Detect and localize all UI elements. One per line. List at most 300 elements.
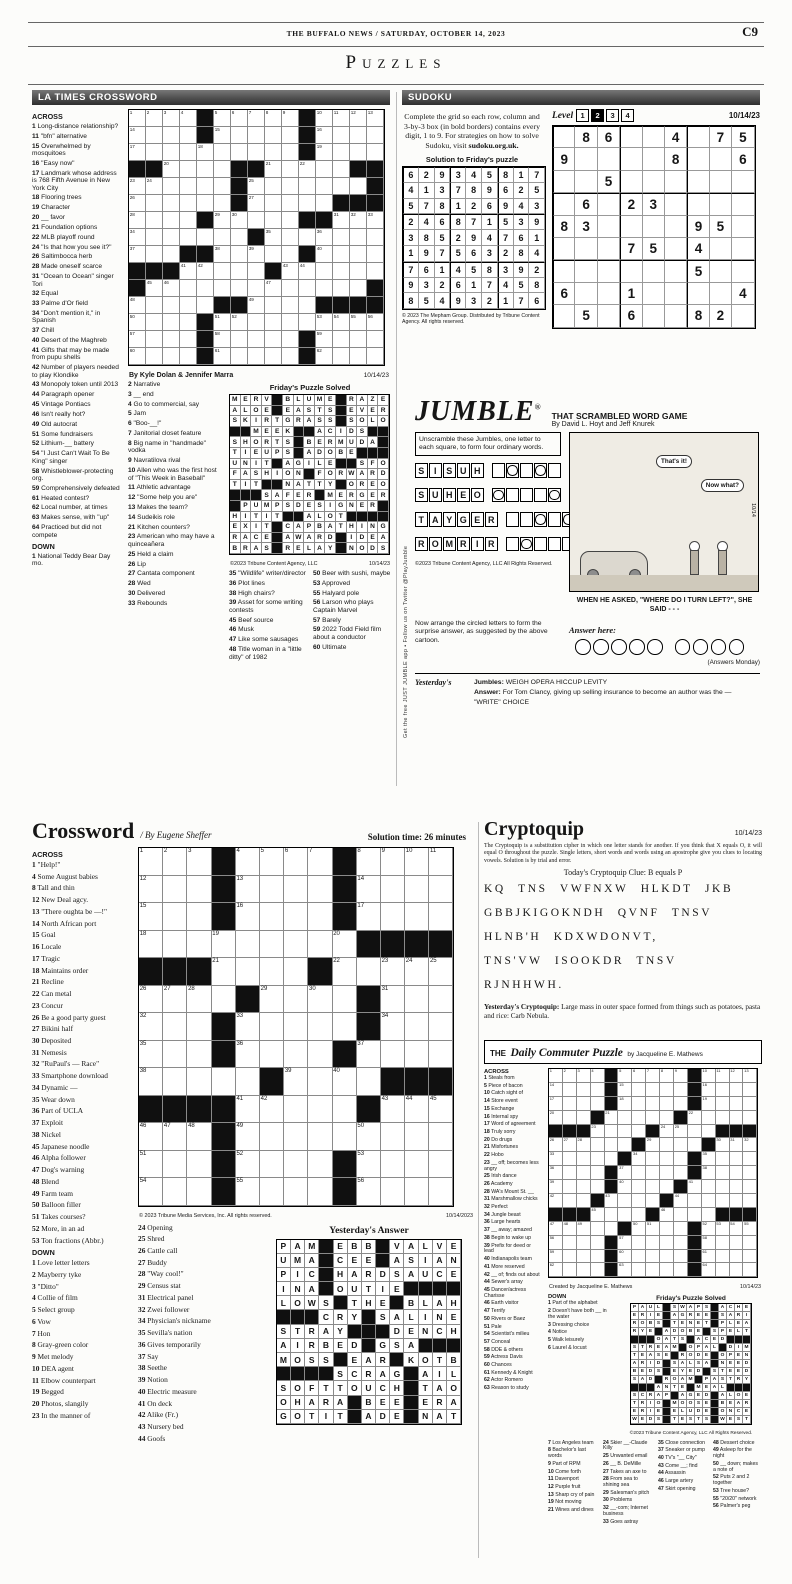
grid-cell[interactable]: 15 [618, 1083, 632, 1097]
grid-cell[interactable]: L [727, 1320, 735, 1328]
grid-cell[interactable]: 17 [129, 144, 146, 161]
grid-cell[interactable]: 31 [333, 212, 350, 229]
grid-cell[interactable]: 30 [231, 212, 248, 229]
grid-cell[interactable] [308, 1123, 332, 1151]
grid-cell[interactable]: I [647, 1400, 655, 1408]
grid-cell[interactable]: E [703, 1408, 711, 1416]
grid-cell[interactable] [308, 876, 332, 904]
grid-cell[interactable] [265, 314, 282, 331]
grid-cell[interactable] [618, 1208, 632, 1222]
grid-cell[interactable] [632, 1180, 646, 1194]
grid-cell[interactable] [197, 297, 214, 314]
grid-cell[interactable]: D [357, 533, 368, 544]
grid-cell[interactable]: 53 [716, 1222, 730, 1236]
grid-cell[interactable]: B [336, 448, 347, 459]
grid-cell[interactable]: 17 [549, 1097, 563, 1111]
grid-cell[interactable] [265, 297, 282, 314]
grid-cell[interactable]: N [447, 1254, 461, 1268]
grid-cell[interactable]: 13 [367, 110, 384, 127]
grid-cell[interactable]: I [347, 533, 358, 544]
grid-cell[interactable]: H [347, 522, 358, 533]
grid-cell[interactable] [163, 1041, 187, 1069]
grid-cell[interactable]: 1 [549, 1069, 563, 1083]
grid-cell[interactable]: A [304, 512, 315, 523]
grid-cell[interactable] [605, 1125, 619, 1139]
grid-cell[interactable] [577, 1166, 591, 1180]
grid-cell[interactable]: A [631, 1360, 639, 1368]
grid-cell[interactable] [646, 1111, 660, 1125]
grid-cell[interactable]: C [727, 1304, 735, 1312]
grid-cell[interactable]: L [679, 1408, 687, 1416]
grid-cell[interactable]: R [357, 480, 368, 491]
grid-cell[interactable]: H [230, 512, 241, 523]
grid-cell[interactable]: 12 [730, 1069, 744, 1083]
grid-cell[interactable]: U [304, 395, 315, 406]
grid-cell[interactable] [163, 314, 180, 331]
grid-cell[interactable]: M [671, 1400, 679, 1408]
grid-cell[interactable]: 61 [702, 1250, 716, 1264]
grid-cell[interactable]: O [357, 416, 368, 427]
grid-cell[interactable]: 33 [236, 1013, 260, 1041]
answer-circle[interactable] [593, 639, 609, 655]
grid-cell[interactable]: I [251, 522, 262, 533]
grid-cell[interactable]: A [362, 1410, 376, 1424]
grid-cell[interactable]: 31 [730, 1138, 744, 1152]
grid-cell[interactable] [146, 246, 163, 263]
grid-cell[interactable]: R [639, 1312, 647, 1320]
grid-cell[interactable]: C [376, 1381, 390, 1395]
sudoku-cell[interactable] [665, 283, 687, 305]
grid-cell[interactable] [308, 1068, 332, 1096]
grid-cell[interactable]: M [336, 437, 347, 448]
grid-cell[interactable]: G [283, 416, 294, 427]
grid-cell[interactable]: A [315, 427, 326, 438]
grid-cell[interactable]: A [305, 1254, 319, 1268]
grid-cell[interactable]: I [376, 1282, 390, 1296]
grid-cell[interactable]: E [695, 1392, 703, 1400]
grid-cell[interactable] [163, 127, 180, 144]
grid-cell[interactable] [260, 1041, 284, 1069]
grid-cell[interactable]: A [294, 406, 305, 417]
grid-cell[interactable] [563, 1097, 577, 1111]
grid-cell[interactable]: E [639, 1416, 647, 1424]
grid-cell[interactable] [618, 1194, 632, 1208]
grid-cell[interactable]: 41 [236, 1096, 260, 1124]
grid-cell[interactable]: 47 [163, 1123, 187, 1151]
grid-cell[interactable]: E [251, 448, 262, 459]
grid-cell[interactable]: A [663, 1344, 671, 1352]
grid-cell[interactable] [716, 1250, 730, 1264]
grid-cell[interactable]: 21 [265, 161, 282, 178]
grid-cell[interactable]: 47 [549, 1222, 563, 1236]
grid-cell[interactable]: I [241, 448, 252, 459]
grid-cell[interactable]: I [304, 459, 315, 470]
grid-cell[interactable] [563, 1194, 577, 1208]
grid-cell[interactable]: T [272, 512, 283, 523]
grid-cell[interactable]: E [390, 1396, 404, 1410]
sudoku-cell[interactable] [620, 260, 642, 282]
grid-cell[interactable]: N [241, 459, 252, 470]
grid-cell[interactable]: E [272, 427, 283, 438]
grid-cell[interactable] [591, 1152, 605, 1166]
grid-cell[interactable] [716, 1194, 730, 1208]
grid-cell[interactable]: 6 [284, 848, 308, 876]
grid-cell[interactable]: I [735, 1344, 743, 1352]
grid-cell[interactable]: 49 [236, 1123, 260, 1151]
grid-cell[interactable]: E [647, 1328, 655, 1336]
grid-cell[interactable] [646, 1236, 660, 1250]
grid-cell[interactable] [180, 161, 197, 178]
grid-cell[interactable]: S [687, 1416, 695, 1424]
grid-cell[interactable]: S [305, 1353, 319, 1367]
grid-cell[interactable] [367, 263, 384, 280]
grid-cell[interactable]: E [230, 522, 241, 533]
grid-cell[interactable]: E [695, 1320, 703, 1328]
grid-cell[interactable]: S [695, 1360, 703, 1368]
grid-cell[interactable]: T [315, 406, 326, 417]
grid-cell[interactable] [674, 1083, 688, 1097]
grid-cell[interactable]: N [743, 1352, 751, 1360]
grid-cell[interactable]: 38 [702, 1166, 716, 1180]
grid-cell[interactable]: 58 [702, 1236, 716, 1250]
grid-cell[interactable]: 32 [139, 1013, 163, 1041]
grid-cell[interactable] [163, 178, 180, 195]
grid-cell[interactable]: 48 [187, 1123, 211, 1151]
grid-cell[interactable]: T [272, 437, 283, 448]
grid-cell[interactable] [591, 1166, 605, 1180]
grid-cell[interactable]: L [419, 1296, 433, 1310]
grid-cell[interactable]: A [711, 1376, 719, 1384]
grid-cell[interactable]: 54 [333, 314, 350, 331]
grid-cell[interactable]: 3 [163, 110, 180, 127]
grid-cell[interactable]: Y [334, 1325, 348, 1339]
grid-cell[interactable] [632, 1236, 646, 1250]
grid-cell[interactable] [163, 903, 187, 931]
grid-cell[interactable]: E [347, 406, 358, 417]
grid-cell[interactable]: R [743, 1400, 751, 1408]
grid-cell[interactable]: 18 [618, 1097, 632, 1111]
grid-cell[interactable]: X [241, 522, 252, 533]
grid-cell[interactable]: R [347, 395, 358, 406]
grid-cell[interactable]: P [727, 1352, 735, 1360]
grid-cell[interactable] [282, 331, 299, 348]
sudoku-cell[interactable] [575, 148, 597, 170]
grid-cell[interactable]: G [687, 1392, 695, 1400]
answer-circle[interactable] [675, 639, 691, 655]
grid-cell[interactable]: R [647, 1392, 655, 1400]
grid-cell[interactable]: D [347, 427, 358, 438]
grid-cell[interactable]: D [695, 1368, 703, 1376]
grid-cell[interactable]: 37 [618, 1166, 632, 1180]
grid-cell[interactable]: 16 [236, 903, 260, 931]
jumble-answer-box[interactable] [492, 463, 505, 478]
grid-cell[interactable] [743, 1180, 757, 1194]
grid-cell[interactable] [730, 1166, 744, 1180]
sudoku-cell[interactable] [620, 171, 642, 193]
grid-cell[interactable]: O [277, 1396, 291, 1410]
grid-cell[interactable]: I [419, 1310, 433, 1324]
grid-cell[interactable]: D [378, 469, 389, 480]
grid-cell[interactable]: S [655, 1416, 663, 1424]
grid-cell[interactable]: Y [348, 1310, 362, 1324]
grid-cell[interactable] [646, 1166, 660, 1180]
grid-cell[interactable]: A [305, 1282, 319, 1296]
sudoku-cell[interactable] [620, 126, 642, 148]
grid-cell[interactable] [260, 931, 284, 959]
grid-cell[interactable] [646, 1263, 660, 1277]
grid-cell[interactable]: B [647, 1320, 655, 1328]
grid-cell[interactable]: S [679, 1336, 687, 1344]
grid-cell[interactable]: 55 [350, 314, 367, 331]
grid-cell[interactable]: T [703, 1320, 711, 1328]
grid-cell[interactable]: 4 [591, 1069, 605, 1083]
grid-cell[interactable]: A [283, 533, 294, 544]
grid-cell[interactable]: L [315, 459, 326, 470]
grid-cell[interactable] [231, 331, 248, 348]
grid-cell[interactable]: R [262, 437, 273, 448]
grid-cell[interactable]: E [631, 1312, 639, 1320]
grid-cell[interactable]: D [390, 1325, 404, 1339]
grid-cell[interactable] [308, 1013, 332, 1041]
grid-cell[interactable]: R [735, 1312, 743, 1320]
grid-cell[interactable]: I [743, 1312, 751, 1320]
grid-cell[interactable]: R [305, 1325, 319, 1339]
grid-cell[interactable]: A [294, 480, 305, 491]
grid-cell[interactable]: T [743, 1328, 751, 1336]
grid-cell[interactable]: L [294, 395, 305, 406]
grid-cell[interactable]: 9 [282, 110, 299, 127]
grid-cell[interactable] [405, 876, 429, 904]
jumble-answer-box[interactable] [534, 537, 547, 552]
grid-cell[interactable] [632, 1263, 646, 1277]
grid-cell[interactable]: E [639, 1352, 647, 1360]
sudoku-cell[interactable] [598, 193, 620, 215]
grid-cell[interactable] [357, 958, 381, 986]
grid-cell[interactable]: 43 [381, 1096, 405, 1124]
grid-cell[interactable] [231, 246, 248, 263]
grid-cell[interactable]: N [433, 1310, 447, 1324]
grid-cell[interactable]: E [304, 501, 315, 512]
grid-cell[interactable]: E [695, 1328, 703, 1336]
grid-cell[interactable] [367, 127, 384, 144]
grid-cell[interactable] [333, 986, 357, 1014]
grid-cell[interactable]: 23 [381, 958, 405, 986]
grid-cell[interactable]: W [294, 533, 305, 544]
grid-cell[interactable] [429, 1041, 453, 1069]
grid-cell[interactable]: E [703, 1352, 711, 1360]
grid-cell[interactable]: 12 [350, 110, 367, 127]
grid-cell[interactable] [163, 144, 180, 161]
grid-cell[interactable]: 16 [702, 1083, 716, 1097]
grid-cell[interactable]: 4 [180, 110, 197, 127]
grid-cell[interactable] [618, 1138, 632, 1152]
grid-cell[interactable]: D [357, 437, 368, 448]
grid-cell[interactable]: E [294, 543, 305, 554]
grid-cell[interactable]: 52 [702, 1222, 716, 1236]
grid-cell[interactable]: 8 [265, 110, 282, 127]
sudoku-cell[interactable] [643, 216, 665, 238]
grid-cell[interactable]: C [348, 1367, 362, 1381]
grid-cell[interactable]: A [390, 1254, 404, 1268]
sudoku-cell[interactable] [710, 148, 732, 170]
grid-cell[interactable] [367, 144, 384, 161]
grid-cell[interactable]: O [447, 1381, 461, 1395]
grid-cell[interactable]: R [334, 1310, 348, 1324]
grid-cell[interactable]: S [631, 1376, 639, 1384]
grid-cell[interactable] [730, 1152, 744, 1166]
grid-cell[interactable]: I [647, 1408, 655, 1416]
grid-cell[interactable]: T [315, 480, 326, 491]
grid-cell[interactable]: E [679, 1320, 687, 1328]
grid-cell[interactable] [367, 348, 384, 365]
grid-cell[interactable]: 37 [129, 246, 146, 263]
grid-cell[interactable] [577, 1083, 591, 1097]
grid-cell[interactable]: 56 [357, 1178, 381, 1206]
grid-cell[interactable]: P [272, 448, 283, 459]
grid-cell[interactable]: A [639, 1304, 647, 1312]
grid-cell[interactable]: 20 [549, 1111, 563, 1125]
grid-cell[interactable]: S [711, 1328, 719, 1336]
grid-cell[interactable] [660, 1263, 674, 1277]
grid-cell[interactable]: A [272, 490, 283, 501]
grid-cell[interactable]: T [743, 1416, 751, 1424]
grid-cell[interactable]: A [390, 1310, 404, 1324]
grid-cell[interactable]: P [719, 1328, 727, 1336]
grid-cell[interactable] [299, 297, 316, 314]
grid-cell[interactable] [163, 348, 180, 365]
grid-cell[interactable]: S [283, 448, 294, 459]
grid-cell[interactable] [429, 1123, 453, 1151]
grid-cell[interactable]: 45 [591, 1208, 605, 1222]
grid-cell[interactable]: T [305, 1410, 319, 1424]
grid-cell[interactable]: E [727, 1360, 735, 1368]
grid-cell[interactable] [282, 280, 299, 297]
grid-cell[interactable]: 13 [236, 876, 260, 904]
grid-cell[interactable]: E [703, 1312, 711, 1320]
grid-cell[interactable] [333, 127, 350, 144]
grid-cell[interactable]: G [679, 1312, 687, 1320]
grid-cell[interactable]: 6 [231, 110, 248, 127]
grid-cell[interactable] [660, 1097, 674, 1111]
grid-cell[interactable] [646, 1083, 660, 1097]
grid-cell[interactable]: D [647, 1376, 655, 1384]
grid-cell[interactable]: D [727, 1344, 735, 1352]
grid-cell[interactable]: 57 [129, 331, 146, 348]
grid-cell[interactable]: N [368, 522, 379, 533]
grid-cell[interactable]: D [743, 1368, 751, 1376]
grid-cell[interactable] [282, 144, 299, 161]
grid-cell[interactable] [333, 246, 350, 263]
grid-cell[interactable] [163, 1068, 187, 1096]
grid-cell[interactable]: R [347, 490, 358, 501]
grid-cell[interactable]: S [404, 1254, 418, 1268]
grid-cell[interactable] [577, 1180, 591, 1194]
grid-cell[interactable]: 5 [214, 110, 231, 127]
grid-cell[interactable]: 7 [248, 110, 265, 127]
grid-cell[interactable]: 11 [716, 1069, 730, 1083]
answer-circle[interactable] [575, 639, 591, 655]
grid-cell[interactable] [350, 280, 367, 297]
grid-cell[interactable]: L [735, 1328, 743, 1336]
grid-cell[interactable]: 30 [716, 1138, 730, 1152]
grid-cell[interactable] [197, 161, 214, 178]
grid-cell[interactable] [265, 195, 282, 212]
grid-cell[interactable]: E [735, 1360, 743, 1368]
grid-cell[interactable]: 27 [563, 1138, 577, 1152]
grid-cell[interactable]: A [315, 543, 326, 554]
grid-cell[interactable] [660, 1222, 674, 1236]
grid-cell[interactable]: E [334, 1339, 348, 1353]
grid-cell[interactable]: 7 [646, 1069, 660, 1083]
grid-cell[interactable]: O [687, 1352, 695, 1360]
grid-cell[interactable]: M [315, 395, 326, 406]
grid-cell[interactable]: O [291, 1381, 305, 1395]
jumble-answer-box[interactable] [520, 512, 533, 527]
grid-cell[interactable] [248, 348, 265, 365]
grid-cell[interactable] [333, 229, 350, 246]
grid-cell[interactable]: R [325, 437, 336, 448]
grid-cell[interactable]: R [262, 416, 273, 427]
grid-cell[interactable] [146, 314, 163, 331]
grid-cell[interactable]: H [362, 1296, 376, 1310]
grid-cell[interactable] [618, 1125, 632, 1139]
grid-cell[interactable]: T [671, 1336, 679, 1344]
grid-cell[interactable] [282, 348, 299, 365]
sudoku-cell[interactable] [553, 260, 575, 282]
grid-cell[interactable] [563, 1166, 577, 1180]
grid-cell[interactable]: S [376, 1310, 390, 1324]
grid-cell[interactable]: 42 [260, 1096, 284, 1124]
grid-cell[interactable]: L [368, 416, 379, 427]
grid-cell[interactable]: D [703, 1392, 711, 1400]
grid-cell[interactable]: R [241, 543, 252, 554]
grid-cell[interactable]: A [679, 1360, 687, 1368]
grid-cell[interactable]: L [447, 1367, 461, 1381]
grid-cell[interactable] [282, 127, 299, 144]
grid-cell[interactable] [591, 1236, 605, 1250]
grid-cell[interactable]: M [251, 427, 262, 438]
grid-cell[interactable] [646, 1180, 660, 1194]
grid-cell[interactable]: A [334, 1396, 348, 1410]
grid-cell[interactable]: 29 [260, 986, 284, 1014]
grid-cell[interactable]: S [695, 1400, 703, 1408]
grid-cell[interactable]: G [376, 1339, 390, 1353]
grid-cell[interactable] [146, 348, 163, 365]
grid-cell[interactable] [674, 1222, 688, 1236]
grid-cell[interactable]: T [727, 1376, 735, 1384]
grid-cell[interactable]: B [230, 543, 241, 554]
grid-cell[interactable]: E [679, 1416, 687, 1424]
grid-cell[interactable] [197, 195, 214, 212]
grid-cell[interactable] [405, 903, 429, 931]
grid-cell[interactable]: O [251, 437, 262, 448]
grid-cell[interactable] [702, 1208, 716, 1222]
grid-cell[interactable]: 36 [236, 1041, 260, 1069]
grid-cell[interactable] [716, 1152, 730, 1166]
grid-cell[interactable]: M [262, 501, 273, 512]
grid-cell[interactable]: R [294, 416, 305, 427]
grid-cell[interactable]: R [631, 1320, 639, 1328]
grid-cell[interactable]: 40 [316, 246, 333, 263]
grid-cell[interactable]: A [277, 1339, 291, 1353]
grid-cell[interactable] [187, 1178, 211, 1206]
grid-cell[interactable]: N [419, 1410, 433, 1424]
grid-cell[interactable]: A [719, 1392, 727, 1400]
sudoku-cell[interactable] [553, 305, 575, 327]
grid-cell[interactable]: E [743, 1392, 751, 1400]
grid-cell[interactable] [688, 1125, 702, 1139]
sudoku-cell[interactable] [687, 148, 709, 170]
